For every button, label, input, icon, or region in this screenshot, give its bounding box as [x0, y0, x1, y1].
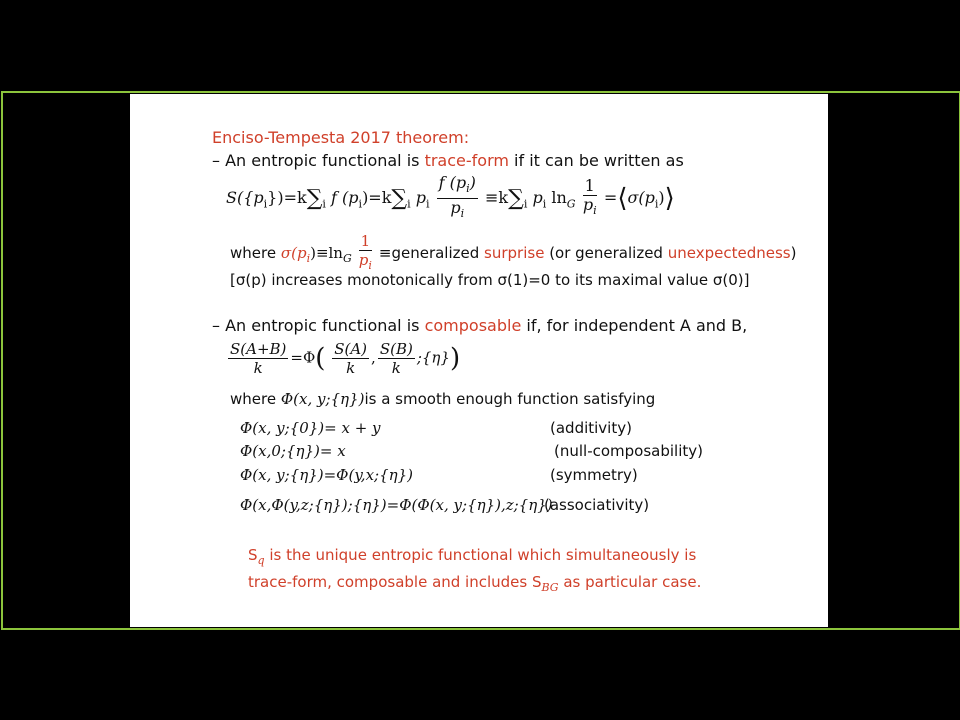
- sigma-monotonic-note: [σ(p) increases monotonically from σ(1)=0 to its maximal value σ(0)]: [230, 271, 750, 289]
- property-formula: Φ(x, y;{0})= x + y: [240, 419, 381, 437]
- property-label: (null-composability): [554, 442, 703, 460]
- property-label: (symmetry): [550, 466, 638, 484]
- property-formula: Φ(x,Φ(y,z;{η});{η})=Φ(Φ(x, y;{η}),z;{η}): [240, 496, 553, 514]
- conclusion-line-2: trace-form, composable and includes $S_{BG}$ as particular case.: [248, 573, 702, 594]
- composable-bullet: – An entropic functional is composable if, for independent A and B,: [212, 316, 748, 335]
- phi-definition: where Φ(x, y;{η})is a smooth enough function satisfying: [230, 390, 656, 408]
- property-formula: Φ(x, y;{η})=Φ(y,x;{η}): [240, 466, 414, 484]
- trace-form-bullet: – An entropic functional is trace-form if it can be written as: [212, 151, 684, 170]
- slide: [130, 94, 828, 627]
- property-label: (additivity): [550, 419, 632, 437]
- slide-title: Enciso-Tempesta 2017 theorem:: [212, 128, 470, 147]
- property-formula: Φ(x,0;{η})= x: [240, 442, 346, 460]
- surprise-definition: where $\sigma(p_i)\equiv\ln_G$ $\frac{1}{p_i}$ ≡generalized surprise (or generalized unexpectedness): [230, 232, 797, 272]
- composable-formula: $\frac{S(A+B)}{k}$ =Φ( $\frac{S(A)}{k}$ , $\frac{S(B)}{k}$ ;{η}): [230, 340, 461, 377]
- trace-form-formula: $S(\{p_i\})=k\sum_i$ f $(p_i)=k\sum_i$ $p_i$ $\frac{f (p_i)}{p_i}$ $\equiv k\sum_i$ $p_i$ $\ln_G$ $\frac{1}{p_i}$ $=⟨\sigma(p_i)⟩$: [226, 173, 675, 221]
- conclusion-line-1: $S_q$ is the unique entropic functional which simultaneously is: [248, 546, 697, 567]
- property-label: (associativity): [544, 496, 650, 514]
